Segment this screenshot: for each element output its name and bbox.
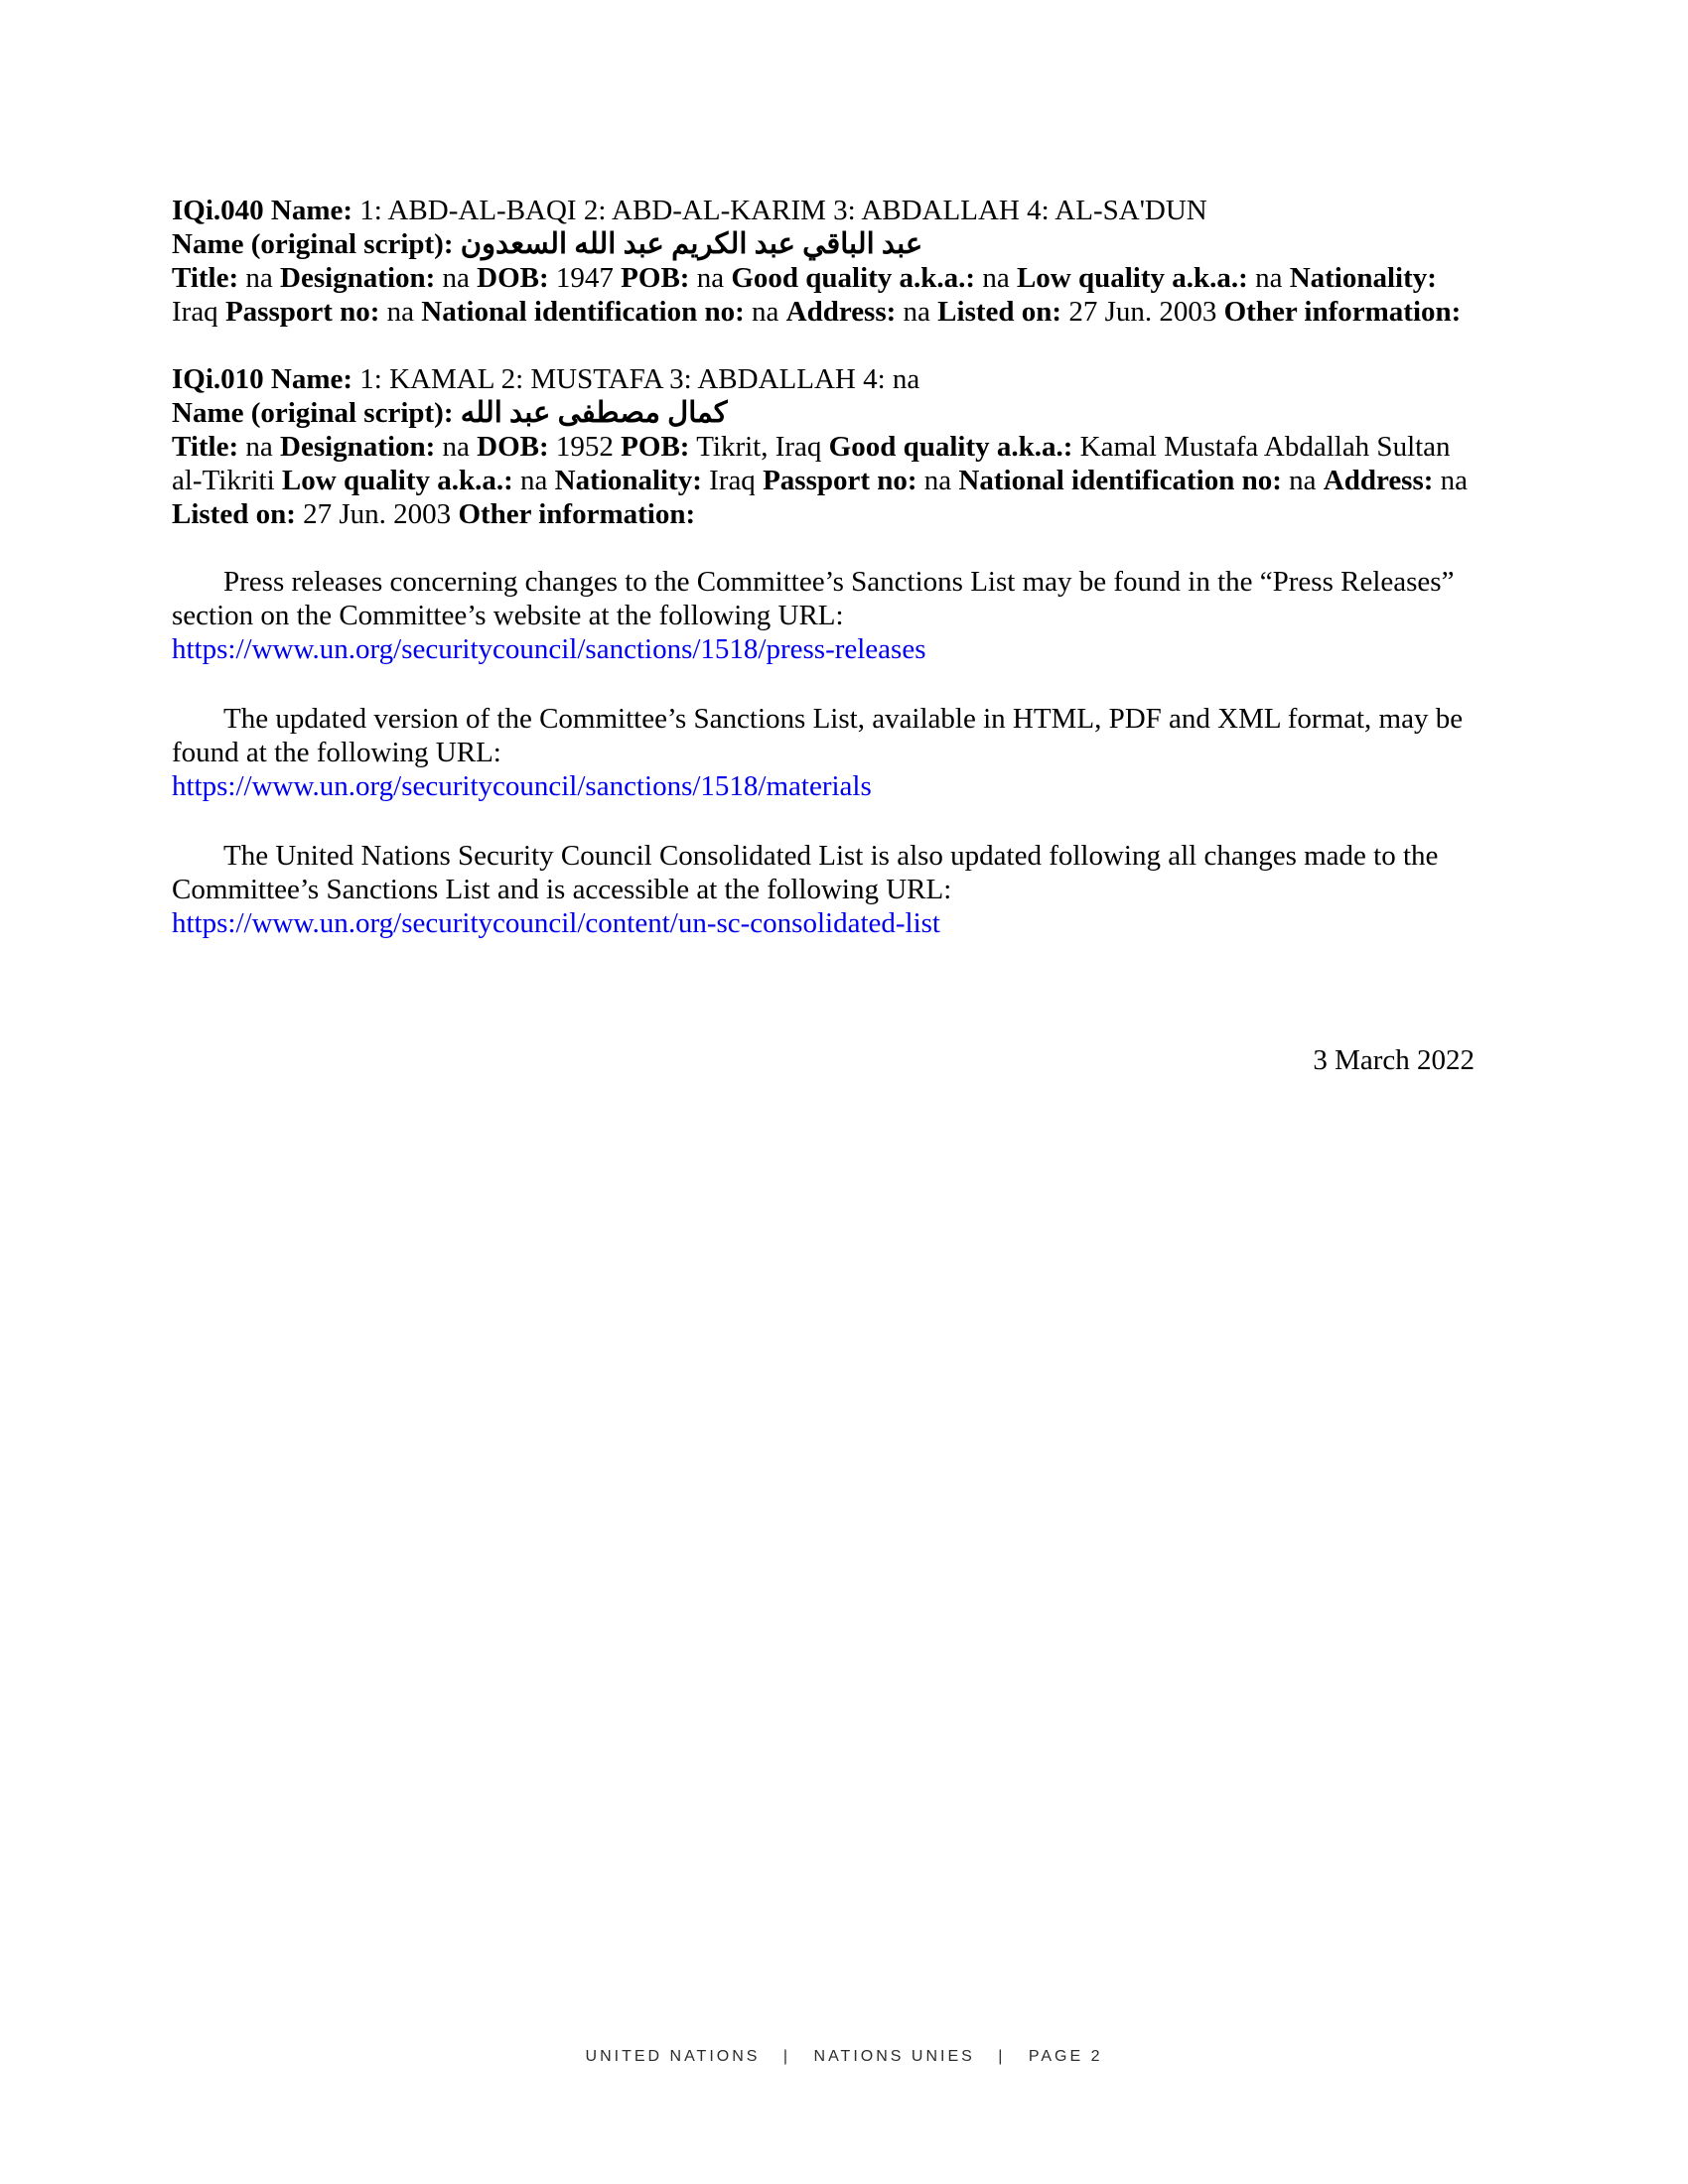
field-value: na xyxy=(442,262,470,294)
field-value: na xyxy=(903,296,930,328)
field-value: Kamal Mustafa Abdallah Sultan al-Tikriti xyxy=(172,431,1451,496)
field-value: 1947 xyxy=(555,262,614,294)
field-label: Address: xyxy=(1323,465,1434,496)
field-label: Passport no: xyxy=(763,465,917,496)
sanctions-entry-iqi-010 xyxy=(172,362,1475,531)
entry-name-label: IQi.040 Name: xyxy=(172,195,353,226)
sanctions-entry-iqi-040 xyxy=(172,194,1475,329)
field-value: na xyxy=(752,296,779,328)
field-label: Good quality a.k.a.: xyxy=(828,431,1073,463)
field-label: Title: xyxy=(172,262,239,294)
field-label: DOB: xyxy=(477,431,549,463)
field-value: na xyxy=(520,465,548,496)
field-label: Designation: xyxy=(280,431,436,463)
document-date: 3 March 2022 xyxy=(1313,1044,1475,1076)
entry-fields xyxy=(172,431,1468,530)
field-label: DOB: xyxy=(477,262,549,294)
press-releases-link[interactable]: https://www.un.org/securitycouncil/sanctions/1518/press-releases xyxy=(172,633,926,665)
materials-link[interactable]: https://www.un.org/securitycouncil/sanctions/1518/materials xyxy=(172,770,872,802)
field-label: National identification no: xyxy=(958,465,1282,496)
footer-nations-unies: NATIONS UNIES xyxy=(813,2048,975,2065)
entry-name-value: 1: KAMAL 2: MUSTAFA 3: ABDALLAH 4: na xyxy=(359,363,920,395)
field-label: Title: xyxy=(172,431,239,463)
consolidated-list-link[interactable]: https://www.un.org/securitycouncil/content/un-sc-consolidated-list xyxy=(172,907,940,939)
field-value: Iraq xyxy=(172,296,218,328)
field-value: na xyxy=(386,296,415,328)
entry-script-value: عبد الباقي عبد الكريم عبد الله السعدون xyxy=(460,228,923,260)
field-label: Low quality a.k.a.: xyxy=(281,465,513,496)
paragraph-text: The United Nations Security Council Consolidated List is also updated following all changes made to the Committee’s Sanctions List and is accessible at the following URL: xyxy=(172,840,1439,905)
field-value: 27 Jun. 2003 xyxy=(1068,296,1217,328)
materials-paragraph xyxy=(172,702,1475,803)
entry-script-label: Name (original script): xyxy=(172,397,454,429)
field-value: na xyxy=(245,262,273,294)
field-value: na xyxy=(1289,465,1317,496)
field-value: Iraq xyxy=(709,465,756,496)
footer-united-nations: UNITED NATIONS xyxy=(585,2048,761,2065)
field-value: 1952 xyxy=(555,431,614,463)
entry-script-label: Name (original script): xyxy=(172,228,454,260)
field-label: Listed on: xyxy=(937,296,1062,328)
entry-fields xyxy=(172,262,1461,328)
field-value: na xyxy=(1440,465,1469,496)
field-value: na xyxy=(442,431,470,463)
field-label: Nationality: xyxy=(1289,262,1437,294)
field-label: Other information: xyxy=(1223,296,1462,328)
paragraph-text: Press releases concerning changes to the Committee’s Sanctions List may be found in the “Press Releases” section on the Committee’s website at the following URL: xyxy=(172,566,1455,631)
field-label: Good quality a.k.a.: xyxy=(731,262,976,294)
field-value: Tikrit, Iraq xyxy=(696,431,822,463)
entry-name-value: 1: ABD-AL-BAQI 2: ABD-AL-KARIM 3: ABDALLAH 4: AL-SA'DUN xyxy=(359,195,1207,226)
page-footer xyxy=(0,2047,1688,2067)
field-value: na xyxy=(923,465,952,496)
field-label: Designation: xyxy=(280,262,436,294)
field-label: Listed on: xyxy=(172,498,296,530)
entry-script-value: كمال مصطفى عبد الله xyxy=(460,397,728,429)
footer-separator: | xyxy=(782,2048,791,2065)
field-value: na xyxy=(982,262,1010,294)
footer-separator: | xyxy=(998,2048,1006,2065)
field-value: na xyxy=(245,431,273,463)
footer-page-number: PAGE 2 xyxy=(1028,2048,1103,2065)
field-value: na xyxy=(696,262,725,294)
press-releases-paragraph xyxy=(172,565,1475,666)
field-value: na xyxy=(1255,262,1283,294)
field-label: Low quality a.k.a.: xyxy=(1016,262,1248,294)
field-label: Passport no: xyxy=(224,296,380,328)
field-label: Address: xyxy=(785,296,897,328)
field-label: Other information: xyxy=(458,498,696,530)
document-content xyxy=(172,194,1475,1077)
field-label: POB: xyxy=(621,431,690,463)
paragraph-text: The updated version of the Committee’s Sanctions List, available in HTML, PDF and XML format, may be found at the following URL: xyxy=(172,703,1464,768)
field-value: 27 Jun. 2003 xyxy=(303,498,452,530)
field-label: POB: xyxy=(621,262,690,294)
field-label: Nationality: xyxy=(554,465,702,496)
entry-name-label: IQi.010 Name: xyxy=(172,363,353,395)
consolidated-list-paragraph xyxy=(172,839,1475,940)
field-label: National identification no: xyxy=(421,296,745,328)
